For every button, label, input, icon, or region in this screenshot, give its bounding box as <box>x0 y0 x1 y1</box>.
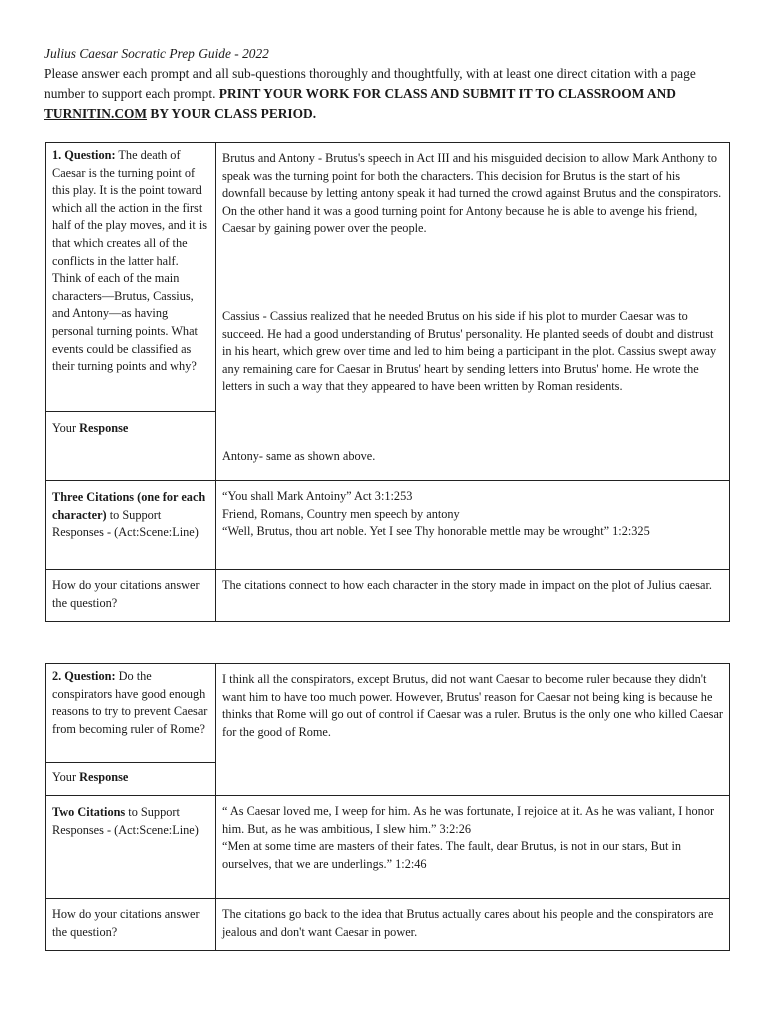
instructions-text: Please answer each prompt and all sub-questions thoroughly and thoughtfully, with at least one direct citation with a page number to support each prompt. <box>44 66 696 101</box>
how-2-label: How do your citations answer the question? <box>46 899 216 951</box>
citations-1-label: Three Citations (one for each character) to Support Responses - (Act:Scene:Line) <box>46 481 216 570</box>
citations-2-label: Two Citations to Support Responses - (Act:Scene:Line) <box>46 796 216 899</box>
citations-1-cell[interactable] <box>216 481 730 570</box>
response-1-brutus: Brutus and Antony - Brutus's speech in Act III and his misguided decision to allow Mark Anthony to speak was the turning point for both the characters. This decision for Brutus is the start of his downfall because by letting antony speak it had turned the crowd against Brutus and the conspirators. On the other hand it was a good turning point for Antony because he is able to avenge his friend, Caesar by gaining power over the people. <box>222 151 722 236</box>
turnitin-link[interactable]: TURNITIN.COM <box>44 106 148 121</box>
question-1-text: The death of Caesar is the turning point of this play. It is the point toward which all the action in the first half of the play moves, and it is that which creates all of the conflicts in the latter half. Think of each of the main characters—Brutus, Cassius, and Antony—as having personal turning points. What events could be classified as their turning points and why? <box>52 148 208 374</box>
question-2-label: 2. Question: <box>52 669 116 683</box>
your-response-1-label: Your Response <box>46 412 216 481</box>
question-2-text: Do the conspirators have good enough reasons to try to prevent Caesar from becoming ruler of Rome? <box>52 669 208 736</box>
response-1-cassius: Cassius - Cassius realized that he needed Brutus on his side if his plot to murder Caesar was to succeed. He had a good understanding of Brutus' personality. He planted seeds of doubt and distrust in his heart, which grew over time and led to him being a participant in the plot. Cassius swept away any remaining care for Caesar in Brutus' heart by sending letters into Brutus' home. He wrote the letters in such a way that they appeared to have been written by Roman residents. <box>222 308 717 394</box>
your-response-2-label: Your Response <box>46 763 216 796</box>
citation-1-2: Friend, Romans, Country men speech by antony <box>222 506 460 521</box>
how-1-label: How do your citations answer the question? <box>46 570 216 622</box>
response-1-cell[interactable] <box>216 143 730 481</box>
response-2-cell[interactable]: I think all the conspirators, except Brutus, did not want Caesar to become ruler because they didn't want him to have too much power. However, Brutus' reason for Caesar not being king is because he thinks that Rome will go out of control if Caesar was a ruler. Brutus is the only one who killed Caesar for the good of Rome. <box>216 664 730 796</box>
citation-2-1: “ As Caesar loved me, I weep for him. As he was fortunate, I rejoice at it. As he was valiant, I honor him. But, as he was ambitious, I slew him.” 3:2:26 <box>222 804 715 836</box>
response-1-antony: Antony- same as shown above. <box>222 448 376 463</box>
question-1-table <box>45 142 730 622</box>
document-title: Julius Caesar Socratic Prep Guide - 2022 <box>44 46 269 61</box>
document-header <box>44 44 734 124</box>
citation-1-3: “Well, Brutus, thou art noble. Yet I see Thy honorable mettle may be wrought” 1:2:325 <box>222 524 650 539</box>
instructions-bold-1: PRINT YOUR WORK FOR CLASS AND SUBMIT IT TO CLASSROOM AND <box>218 86 676 101</box>
question-2-table <box>45 663 730 951</box>
instructions-bold-2: BY YOUR CLASS PERIOD. <box>150 106 317 121</box>
how-1-answer[interactable]: The citations connect to how each character in the story made in impact on the plot of Julius caesar. <box>216 570 730 622</box>
how-2-answer[interactable]: The citations go back to the idea that Brutus actually cares about his people and the conspirators are jealous and don't want Caesar in power. <box>216 899 730 951</box>
question-1-label: 1. Question: <box>52 148 116 162</box>
question-2-cell <box>46 664 216 763</box>
instructions <box>44 64 734 124</box>
question-1-cell <box>46 143 216 412</box>
citations-2-cell[interactable] <box>216 796 730 899</box>
citation-2-2: “Men at some time are masters of their fates. The fault, dear Brutus, is not in our stars, But in ourselves, that we are underlings.” 1:2:46 <box>222 839 682 871</box>
citation-1-1: “You shall Mark Antoiny” Act 3:1:253 <box>222 489 413 503</box>
